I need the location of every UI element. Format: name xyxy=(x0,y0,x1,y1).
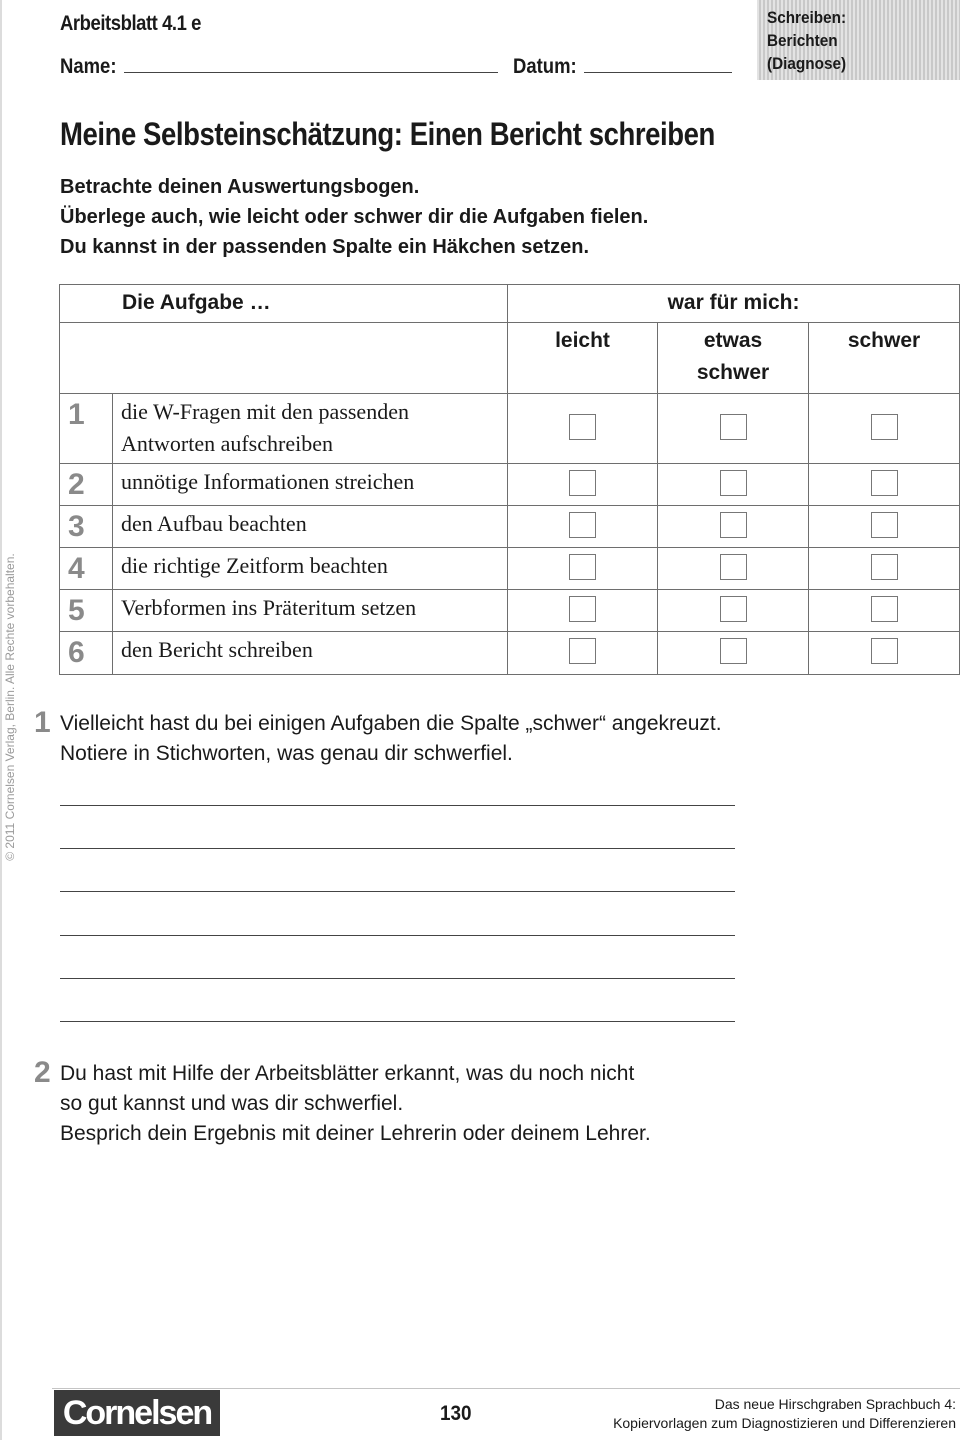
checkbox-hard[interactable] xyxy=(871,596,898,622)
checkbox-hard[interactable] xyxy=(871,638,898,664)
checkbox-medium[interactable] xyxy=(720,554,747,580)
answer-line[interactable] xyxy=(60,805,735,806)
checkbox-easy[interactable] xyxy=(569,470,596,496)
empty-header-cell xyxy=(60,323,508,394)
checkbox-medium[interactable] xyxy=(720,414,747,440)
row-task: Verbformen ins Präteritum setzen xyxy=(113,590,508,632)
row-task: den Bericht schreiben xyxy=(113,632,508,675)
checkbox-easy[interactable] xyxy=(569,512,596,538)
checkbox-easy[interactable] xyxy=(569,414,596,440)
answer-line[interactable] xyxy=(60,1021,735,1022)
worksheet-number: Arbeitsblatt 4.1 e xyxy=(60,12,202,35)
checkbox-hard[interactable] xyxy=(871,554,898,580)
table-row xyxy=(60,394,960,464)
table-row xyxy=(60,548,960,590)
row-number: 6 xyxy=(60,632,113,675)
table-row xyxy=(60,506,960,548)
task-2-text: Du hast mit Hilfe der Arbeitsblätter erkannt, was du noch nicht so gut kannst und was dir schwerfiel. Besprich dein Ergebnis mit deiner Lehrerin oder deinem Lehrer. xyxy=(60,1062,651,1145)
level-header-hard: schwer xyxy=(809,323,960,394)
row-task: unnötige Informationen streichen xyxy=(113,464,508,506)
table-row xyxy=(60,632,960,675)
self-assessment-table xyxy=(59,284,960,675)
task-1-text: Vielleicht hast du bei einigen Aufgaben die Spalte „schwer“ angekreuzt. Notiere in Stichworten, was genau dir schwerfiel. xyxy=(60,712,722,765)
table-row xyxy=(60,464,960,506)
footer-divider xyxy=(52,1388,960,1389)
date-label: Datum: xyxy=(513,55,577,78)
checkbox-hard[interactable] xyxy=(871,414,898,440)
row-task: die W-Fragen mit den passenden Antworten aufschreiben xyxy=(113,394,508,464)
row-number: 1 xyxy=(60,394,113,464)
row-number: 5 xyxy=(60,590,113,632)
row-number: 4 xyxy=(60,548,113,590)
task-number: 1 xyxy=(34,706,51,739)
checkbox-easy[interactable] xyxy=(569,596,596,622)
row-number: 2 xyxy=(60,464,113,506)
level-header-easy: leicht xyxy=(508,323,658,394)
checkbox-medium[interactable] xyxy=(720,470,747,496)
topic-box xyxy=(757,0,960,80)
page-number: 130 xyxy=(440,1402,472,1425)
checkbox-hard[interactable] xyxy=(871,512,898,538)
intro-text xyxy=(60,172,648,262)
date-field[interactable] xyxy=(584,72,732,73)
page-title: Meine Selbsteinschätzung: Einen Bericht schreiben xyxy=(60,116,715,152)
book-title: Das neue Hirschgraben Sprachbuch 4: Kopiervorlagen zum Diagnostizieren und Differenzieren xyxy=(613,1396,956,1431)
answer-line[interactable] xyxy=(60,978,735,979)
copyright-notice: © 2011 Cornelsen Verlag, Berlin. Alle Rechte vorbehalten. xyxy=(3,553,17,861)
topic-line: Berichten xyxy=(767,31,838,50)
topic-text xyxy=(767,6,846,75)
table-row xyxy=(60,590,960,632)
intro-line: Du kannst in der passenden Spalte ein Häkchen setzen. xyxy=(60,236,590,258)
checkbox-easy[interactable] xyxy=(569,638,596,664)
checkbox-easy[interactable] xyxy=(569,554,596,580)
answer-line[interactable] xyxy=(60,848,735,849)
checkbox-medium[interactable] xyxy=(720,596,747,622)
name-label: Name: xyxy=(60,55,117,78)
rating-column-header: war für mich: xyxy=(508,285,960,323)
task-number: 2 xyxy=(34,1056,51,1089)
row-task: die richtige Zeitform beachten xyxy=(113,548,508,590)
answer-line[interactable] xyxy=(60,891,735,892)
task-column-header: Die Aufgabe … xyxy=(60,285,508,323)
checkbox-medium[interactable] xyxy=(720,512,747,538)
level-header-medium: etwas schwer xyxy=(658,323,809,394)
topic-line: (Diagnose) xyxy=(767,54,847,73)
checkbox-hard[interactable] xyxy=(871,470,898,496)
answer-line[interactable] xyxy=(60,935,735,936)
intro-line: Betrachte deinen Auswertungsbogen. xyxy=(60,176,420,198)
row-task: den Aufbau beachten xyxy=(113,506,508,548)
intro-line: Überlege auch, wie leicht oder schwer dir die Aufgaben fielen. xyxy=(60,206,649,228)
row-number: 3 xyxy=(60,506,113,548)
name-field[interactable] xyxy=(124,72,498,73)
publisher-logo: Cornelsen xyxy=(54,1390,220,1436)
checkbox-medium[interactable] xyxy=(720,638,747,664)
topic-line: Schreiben: xyxy=(767,8,847,27)
